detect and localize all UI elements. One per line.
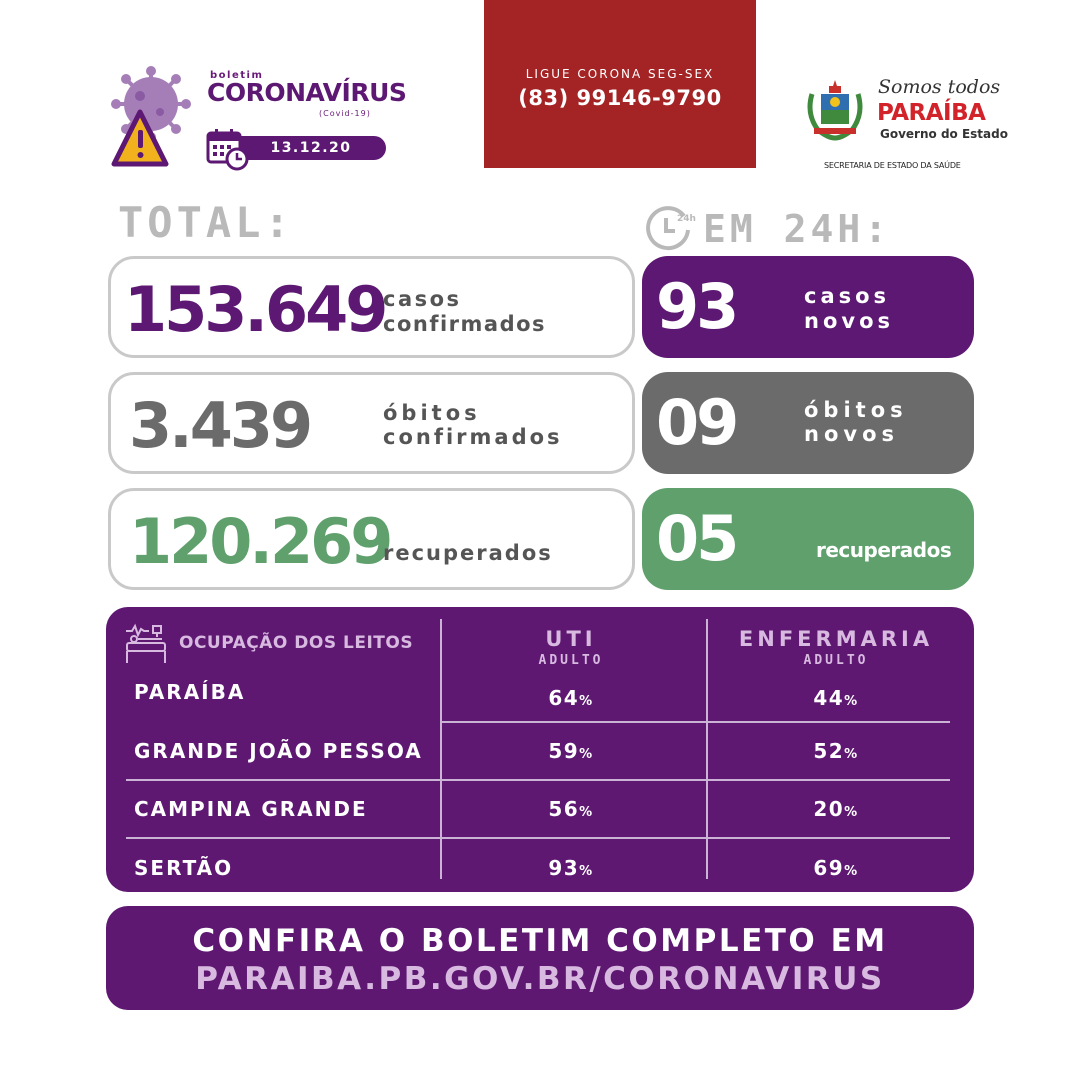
last-24h-heading: EM 24H: [703, 207, 892, 251]
new-recovered-label: recuperados [816, 538, 952, 562]
row-divider [126, 837, 950, 839]
uti-value: 56 [548, 797, 580, 821]
bed-occupancy-title: OCUPAÇÃO DOS LEITOS [179, 633, 414, 653]
footer-call-to-action: CONFIRA O BOLETIM COMPLETO EM [192, 923, 888, 959]
uti-value-campina-grande [496, 797, 646, 821]
new-cases-label-line2: novos [804, 309, 894, 333]
boletim-label: boletim [210, 70, 264, 81]
uti-value: 64 [548, 686, 580, 710]
new-cases-card [642, 256, 974, 358]
uti-value-grande-joao-pessoa [496, 739, 646, 763]
uti-value: 59 [548, 739, 580, 763]
uti-column-header [496, 627, 646, 668]
enf-value-sertao [766, 856, 906, 880]
uti-header-sublabel: ADULTO [538, 653, 604, 668]
enf-value: 52 [813, 739, 845, 763]
bulletin-subtitle: (Covid-19) [319, 109, 371, 118]
bulletin-date: 13.12.20 [236, 136, 386, 160]
total-deaths-label-line2: confirmados [383, 425, 563, 449]
coat-of-arms-icon [804, 80, 866, 142]
new-deaths-card [642, 372, 974, 474]
enf-value-grande-joao-pessoa [766, 739, 906, 763]
hotline-banner [484, 0, 756, 168]
new-recovered-value: 05 [656, 502, 737, 575]
column-divider [706, 619, 708, 879]
gov-logo-name: PARAÍBA [877, 100, 986, 126]
enfermaria-header-sublabel: ADULTO [803, 653, 869, 668]
total-deaths-value: 3.439 [129, 389, 311, 462]
percent-sign: % [844, 864, 859, 879]
row-divider [440, 721, 950, 723]
new-cases-value: 93 [656, 270, 737, 343]
gov-tagline: Somos todos [878, 76, 1001, 98]
new-deaths-value: 09 [656, 386, 737, 459]
hotline-number[interactable]: (83) 99146-9790 [518, 86, 722, 110]
percent-sign: % [844, 694, 859, 709]
bulletin-title: CORONAVÍRUS [207, 78, 407, 107]
enfermaria-column-header [726, 627, 946, 668]
total-heading: TOTAL: [118, 198, 294, 247]
bed-occupancy-table [106, 607, 974, 892]
enf-value-campina-grande [766, 797, 906, 821]
enf-value: 20 [813, 797, 845, 821]
calendar-clock-icon [207, 128, 249, 170]
new-deaths-label-line2: novos [804, 422, 899, 446]
percent-sign: % [579, 805, 594, 820]
total-cases-label-line1: casos [383, 287, 462, 311]
hospital-bed-icon [124, 625, 168, 665]
region-label-sertao: SERTÃO [134, 856, 234, 880]
total-deaths-label-line1: óbitos [383, 401, 481, 425]
total-cases-value: 153.649 [124, 273, 386, 346]
hotline-label: LIGUE CORONA SEG-SEX [525, 67, 715, 81]
percent-sign: % [579, 864, 594, 879]
coronavirus-warning-icon [110, 68, 192, 170]
footer-banner [106, 906, 974, 1010]
svg-text:24h: 24h [677, 214, 696, 224]
gov-subtitle: Governo do Estado [880, 127, 1008, 141]
region-label-paraiba: PARAÍBA [134, 680, 246, 704]
uti-header-label: UTI [545, 627, 597, 651]
percent-sign: % [579, 694, 594, 709]
percent-sign: % [579, 747, 594, 762]
enfermaria-header-label: ENFERMARIA [738, 627, 934, 651]
total-recovered-label: recuperados [383, 541, 553, 565]
new-deaths-label-line1: óbitos [804, 398, 908, 422]
clock-24h-icon [644, 206, 696, 254]
new-recovered-card [642, 488, 974, 590]
uti-value: 93 [548, 856, 580, 880]
uti-value-sertao [496, 856, 646, 880]
total-recovered-value: 120.269 [129, 505, 391, 578]
total-cases-card [108, 256, 635, 358]
footer-link[interactable]: PARAIBA.PB.GOV.BR/CORONAVIRUS [195, 961, 885, 997]
percent-sign: % [844, 805, 859, 820]
row-divider [126, 779, 950, 781]
region-label-campina-grande: CAMPINA GRANDE [134, 797, 368, 821]
total-cases-label-line2: confirmados [383, 312, 547, 336]
health-department-label: SECRETARIA DE ESTADO DA SAÚDE [824, 161, 961, 170]
enf-value: 69 [813, 856, 845, 880]
enf-value-paraiba [766, 686, 906, 710]
percent-sign: % [844, 747, 859, 762]
total-recovered-card [108, 488, 635, 590]
enf-value: 44 [813, 686, 845, 710]
total-deaths-card [108, 372, 635, 474]
region-label-grande-joao-pessoa: GRANDE JOÃO PESSOA [134, 739, 423, 763]
column-divider [440, 619, 442, 879]
new-cases-label-line1: casos [804, 284, 891, 308]
uti-value-paraiba [496, 686, 646, 710]
